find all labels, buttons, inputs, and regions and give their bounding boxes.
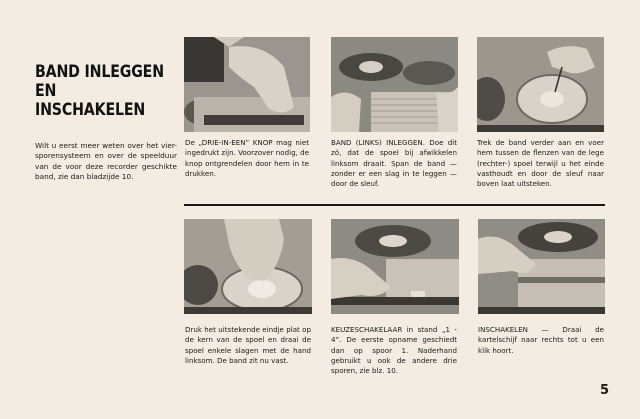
step-3-photo	[477, 37, 604, 132]
title-line-1: BAND INLEGGEN	[35, 62, 164, 81]
step-1-photo	[184, 37, 310, 132]
step-6-caption: INSCHAKELEN — Draai de kartelschijf naar rechts tot u een klik hoort.	[478, 325, 604, 355]
intro-paragraph: Wilt u eerst meer weten over het vier-sporensysteem en over de speelduur van de voor deze recorder geschikte band, zie dan bladzijde 10.	[35, 141, 177, 181]
page-title	[35, 62, 164, 119]
step-4-photo	[184, 219, 312, 314]
step-3-caption: Trek de band verder aan en voer hem tussen de flenzen van de lege (rechter-) spoel terwijl u het einde vasthoudt en door de sleuf naar boven laat uitsteken.	[477, 138, 604, 189]
step-1-caption: De „DRIE-IN-EEN” KNOP mag niet ingedrukt zijn. Voorzover nodig, de knop ontgrendelen door hem in te drukken.	[185, 138, 309, 178]
step-5-caption: KEUZESCHAKELAAR in stand „1 - 4”. De eerste opname geschiedt dan op spoor 1. Naderhand gebruikt u ook de andere drie sporen, zie blz. 10.	[331, 325, 457, 376]
title-line-3: INSCHAKELEN	[35, 100, 146, 119]
page-number: 5	[600, 383, 610, 398]
section-divider	[184, 204, 605, 206]
step-5-photo	[331, 219, 459, 314]
step-2-caption: BAND (LINKS) INLEGGEN. Doe dit zó, dat de spoel bij afwikkelen linksom draait. Span de band — zonder er een slag in te leggen — door de sleuf.	[331, 138, 457, 189]
step-6-photo	[478, 219, 605, 314]
title-line-2: EN	[35, 81, 57, 100]
step-4-caption: Druk het uitstekende eindje plat op de kern van de spoel en draai de spoel enkele slagen met de hand linksom. De band zit nu vast.	[185, 325, 311, 365]
step-2-photo	[331, 37, 458, 132]
